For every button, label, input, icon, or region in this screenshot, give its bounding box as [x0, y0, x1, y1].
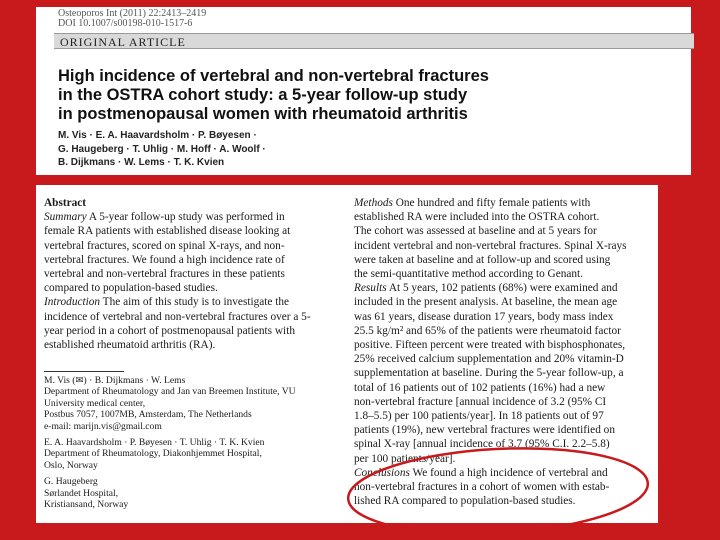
- title-line: High incidence of vertebral and non-vertebral fractures: [58, 67, 489, 85]
- journal-citation: Osteoporos Int (2011) 22:2413–2419: [58, 8, 207, 19]
- introduction-paragraph: Introduction The aim of this study is to investigate the incidence of vertebral and non-vertebral fractures over a 5- year period in a cohort of postmenopausal patients with established rheumatoid arthritis (RA).: [44, 296, 311, 352]
- abstract-right-column: [354, 196, 650, 508]
- article-header-panel: [36, 7, 691, 175]
- author-line: G. Haugeberg · T. Uhlig · M. Hoff · A. Woolf ·: [58, 143, 266, 155]
- summary-label: Summary: [44, 211, 87, 224]
- paper-title: [58, 67, 688, 124]
- methods-label: Methods: [354, 197, 393, 209]
- introduction-label: Introduction: [44, 296, 101, 309]
- affiliation-block: G. Haugeberg Sørlandet Hospital, Kristiansand, Norway: [44, 476, 129, 511]
- affiliation-block: M. Vis (✉) · B. Dijkmans · W. Lems Department of Rheumatology and Jan van Breemen Institute, VU University medical center, Postbus 7057, 1007MB, Amsterdam, The Netherlands e-mail: marijn.vis@gmail.com: [44, 375, 334, 432]
- journal-doi: DOI 10.1007/s00198-010-1517-6: [58, 18, 193, 29]
- author-email[interactable]: e-mail: marijn.vis@gmail.com: [44, 420, 162, 432]
- results-paragraph: Results At 5 years, 102 patients (68%) were examined and included in the present analysis. At baseline, the mean age was 61 years, disease duration 17 years, body mass index 25.5 kg/m² and 65% of the patients were rheumatoid factor positive. Fifteen percent were treated with bisphosphonates, 25% received calcium supplementation and 20% vitamin-D supplementation at baseline. During the 5-year follow-up, a total of 16 patients out of 102 patients (16%) had a new non-vertebral fracture [annual incidence of 3.2 (95% CI 1.8–5.5) per 100 patients/year]. In 18 patients out of 97 patients (19%), new vertebral fractures were identified on spinal X-ray [annual incidence of 3.7 (95% C.I. 2.2–5.8) per 100 patients/year].: [354, 282, 626, 465]
- author-affiliations: [44, 375, 334, 510]
- title-line: in the OSTRA cohort study: a 5-year follow-up study: [58, 86, 468, 104]
- author-list: [58, 129, 688, 170]
- title-line: in postmenopausal women with rheumatoid arthritis: [58, 105, 468, 123]
- abstract-heading: Abstract: [44, 197, 87, 209]
- author-line: B. Dijkmans · W. Lems · T. K. Kvien: [58, 157, 225, 168]
- conclusions-label: Conclusions: [354, 466, 410, 479]
- results-label: Results: [354, 282, 387, 295]
- affiliation-divider: [44, 371, 124, 372]
- methods-paragraph: Methods One hundred and fifty female patients with established RA were included into the OSTRA cohort. The cohort was assessed at baseline and at 5 years for incident vertebral and non-vertebral fractures. Spinal X-rays were taken at baseline and at follow-up and scored using the semi-quantitative method according to Genant.: [354, 197, 627, 281]
- abstract-panel: [36, 185, 658, 523]
- author-line: M. Vis · E. A. Haavardsholm · P. Bøyesen ·: [58, 130, 257, 141]
- affiliation-block: E. A. Haavardsholm · P. Bøyesen · T. Uhlig · T. K. Kvien Department of Rheumatology, Diakonhjemmet Hospital, Oslo, Norway: [44, 437, 265, 471]
- abstract-left-column: [44, 196, 336, 352]
- section-label: ORIGINAL ARTICLE: [54, 33, 694, 49]
- summary-paragraph: Summary A 5-year follow-up study was performed in female RA patients with established disease looking at vertebral fractures, scored on spinal X-rays, and non- vertebral fractures. We found a high incidence rate of vertebral and non-vertebral fractures in these patients compared to population-based studies.: [44, 211, 291, 295]
- conclusions-paragraph: Conclusions We found a high incidence of vertebral and non-vertebral fractures in a cohort of women with estab- lished RA compared to population-based studies.: [354, 466, 610, 508]
